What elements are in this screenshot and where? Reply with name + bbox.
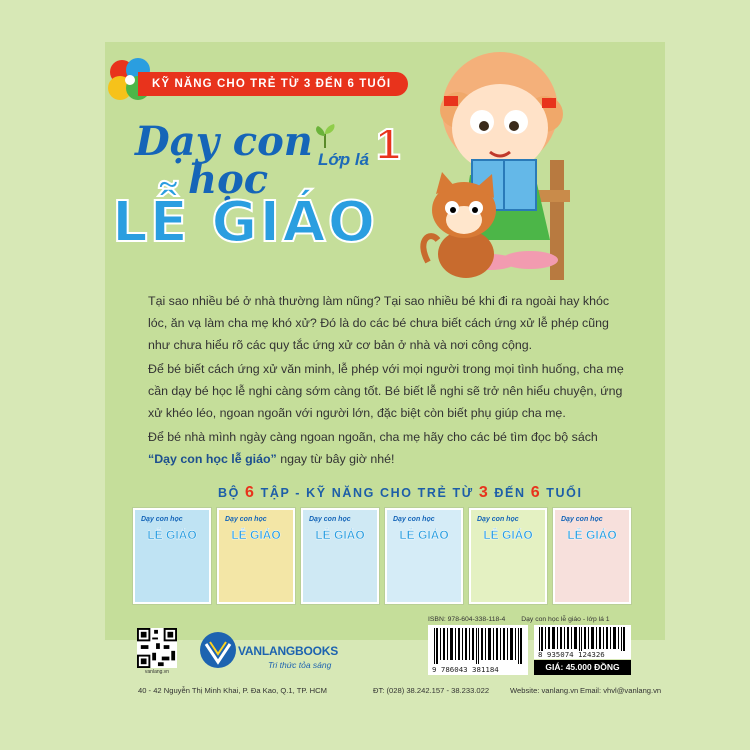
thumbnail-title: LỄ GIÁO: [315, 528, 365, 542]
series-count: 6: [245, 484, 256, 501]
book-thumbnail: [469, 508, 547, 604]
title-line-3: LỄ GIÁO: [112, 190, 378, 255]
closing-text-post: ngay từ bây giờ nhé!: [276, 452, 395, 467]
thumbnail-script: Dạy con học: [561, 516, 603, 523]
thumbnail-title: LỄ GIÁO: [567, 528, 617, 542]
thumbnail-script: Dạy con học: [225, 516, 267, 523]
thumbnail-title: LỄ GIÁO: [399, 528, 449, 542]
thumbnail-script: Dạy con học: [477, 516, 519, 523]
series-age-from: 3: [478, 484, 490, 501]
publisher-name: VANLANGBOOKS: [238, 644, 339, 658]
series-title-quote: “Dạy con học lễ giáo”: [148, 452, 277, 467]
thumbnail-title: LỄ GIÁO: [231, 528, 281, 542]
thumbnail-background: [135, 510, 209, 602]
series-prefix: BỘ: [218, 486, 240, 500]
series-age-to: 6: [530, 484, 542, 501]
publisher-logo-icon: [198, 630, 238, 670]
closing-text-pre: Để bé nhà mình ngày càng ngoan ngoãn, cha mẹ hãy cho các bé tìm đọc bộ sách: [148, 430, 598, 444]
product-barcode: [534, 625, 631, 659]
series-end: TUỔI: [546, 486, 583, 500]
grade-number: 1: [376, 120, 401, 169]
thumbnail-background: [303, 510, 377, 602]
book-thumbnail: [301, 508, 379, 604]
book-thumbnail: [385, 508, 463, 604]
isbn-barcode: [428, 625, 528, 675]
thumbnail-title: LỄ GIÁO: [147, 528, 197, 542]
thumbnail-background: [555, 510, 629, 602]
book-thumbnail: [133, 508, 211, 604]
cat-illustration: [420, 170, 510, 280]
qr-code-icon: [137, 628, 177, 668]
barcode-bars-icon: [428, 625, 528, 665]
grade-label: Lớp lá: [318, 150, 370, 169]
contact-bar: [0, 680, 750, 702]
address-text: 40 - 42 Nguyễn Thị Minh Khai, P. Đa Kao, Q.1, TP. HCM: [138, 686, 327, 695]
series-middle: ĐẾN: [494, 486, 526, 500]
series-heading: [218, 484, 583, 502]
qr-caption: vanlang.vn: [144, 669, 170, 675]
book-label: Dạy con học lễ giáo - lớp lá 1: [521, 616, 610, 623]
sprout-icon: [312, 122, 338, 148]
title-line-2: học: [188, 156, 269, 203]
book-thumbnail: [217, 508, 295, 604]
closing-paragraph: [148, 426, 628, 470]
thumbnail-background: [219, 510, 293, 602]
title-line-1: Dạy con: [135, 118, 313, 165]
product-barcode-number: 8 935074 124326: [538, 650, 605, 659]
isbn-line: [428, 616, 610, 623]
email-text: Email: vhvl@vanlang.vn: [580, 686, 662, 695]
thumbnail-script: Dạy con học: [141, 516, 183, 523]
thumbnail-background: [471, 510, 545, 602]
thumbnail-title: LỄ GIÁO: [483, 528, 533, 542]
age-ribbon: KỸ NĂNG CHO TRẺ TỪ 3 ĐẾN 6 TUỔI: [138, 72, 408, 96]
price-tag: GIÁ: 45.000 ĐỒNG: [534, 660, 631, 675]
book-thumbnail: [553, 508, 631, 604]
publisher-slogan: Tri thức tỏa sáng: [268, 660, 332, 670]
isbn-barcode-number: 9 786043 381184: [432, 665, 499, 674]
phone-text: ĐT: (028) 38.242.157 - 38.233.022: [373, 686, 490, 695]
intro-paragraph: Tại sao nhiều bé ở nhà thường làm nũng? Tại sao nhiều bé khi đi ra ngoài hay khóc lóc, ăn vạ làm cha mẹ khó xử? Đó là do các bé chưa biết cách ứng xử lễ phép cũng như chưa hiểu rõ các quy tắc ứng xử cơ bản ở nhà và nơi công cộng.: [148, 294, 610, 353]
isbn-number: ISBN: 978-604-338-118-4: [428, 616, 506, 623]
advice-paragraph: Để bé biết cách ứng xử văn minh, lễ phép với mọi người trong mọi tình huống, cha mẹ cần dạy bé học lễ nghi càng sớm càng tốt. Bé biết lễ nghi sẽ trở nên hiểu chuyện, ứng xử khéo léo, ngoan ngoãn với người lớn, đặc biệt còn biết phụ giúp cha mẹ.: [148, 362, 624, 421]
series-thumbnails: [133, 508, 633, 604]
thumbnail-script: Dạy con học: [393, 516, 435, 523]
website-text: Website: vanlang.vn: [510, 686, 579, 695]
barcode-bars-icon: [534, 625, 631, 651]
thumbnail-script: Dạy con học: [309, 516, 351, 523]
thumbnail-background: [387, 510, 461, 602]
series-suffix: TẬP - KỸ NĂNG CHO TRẺ TỪ: [260, 486, 474, 500]
